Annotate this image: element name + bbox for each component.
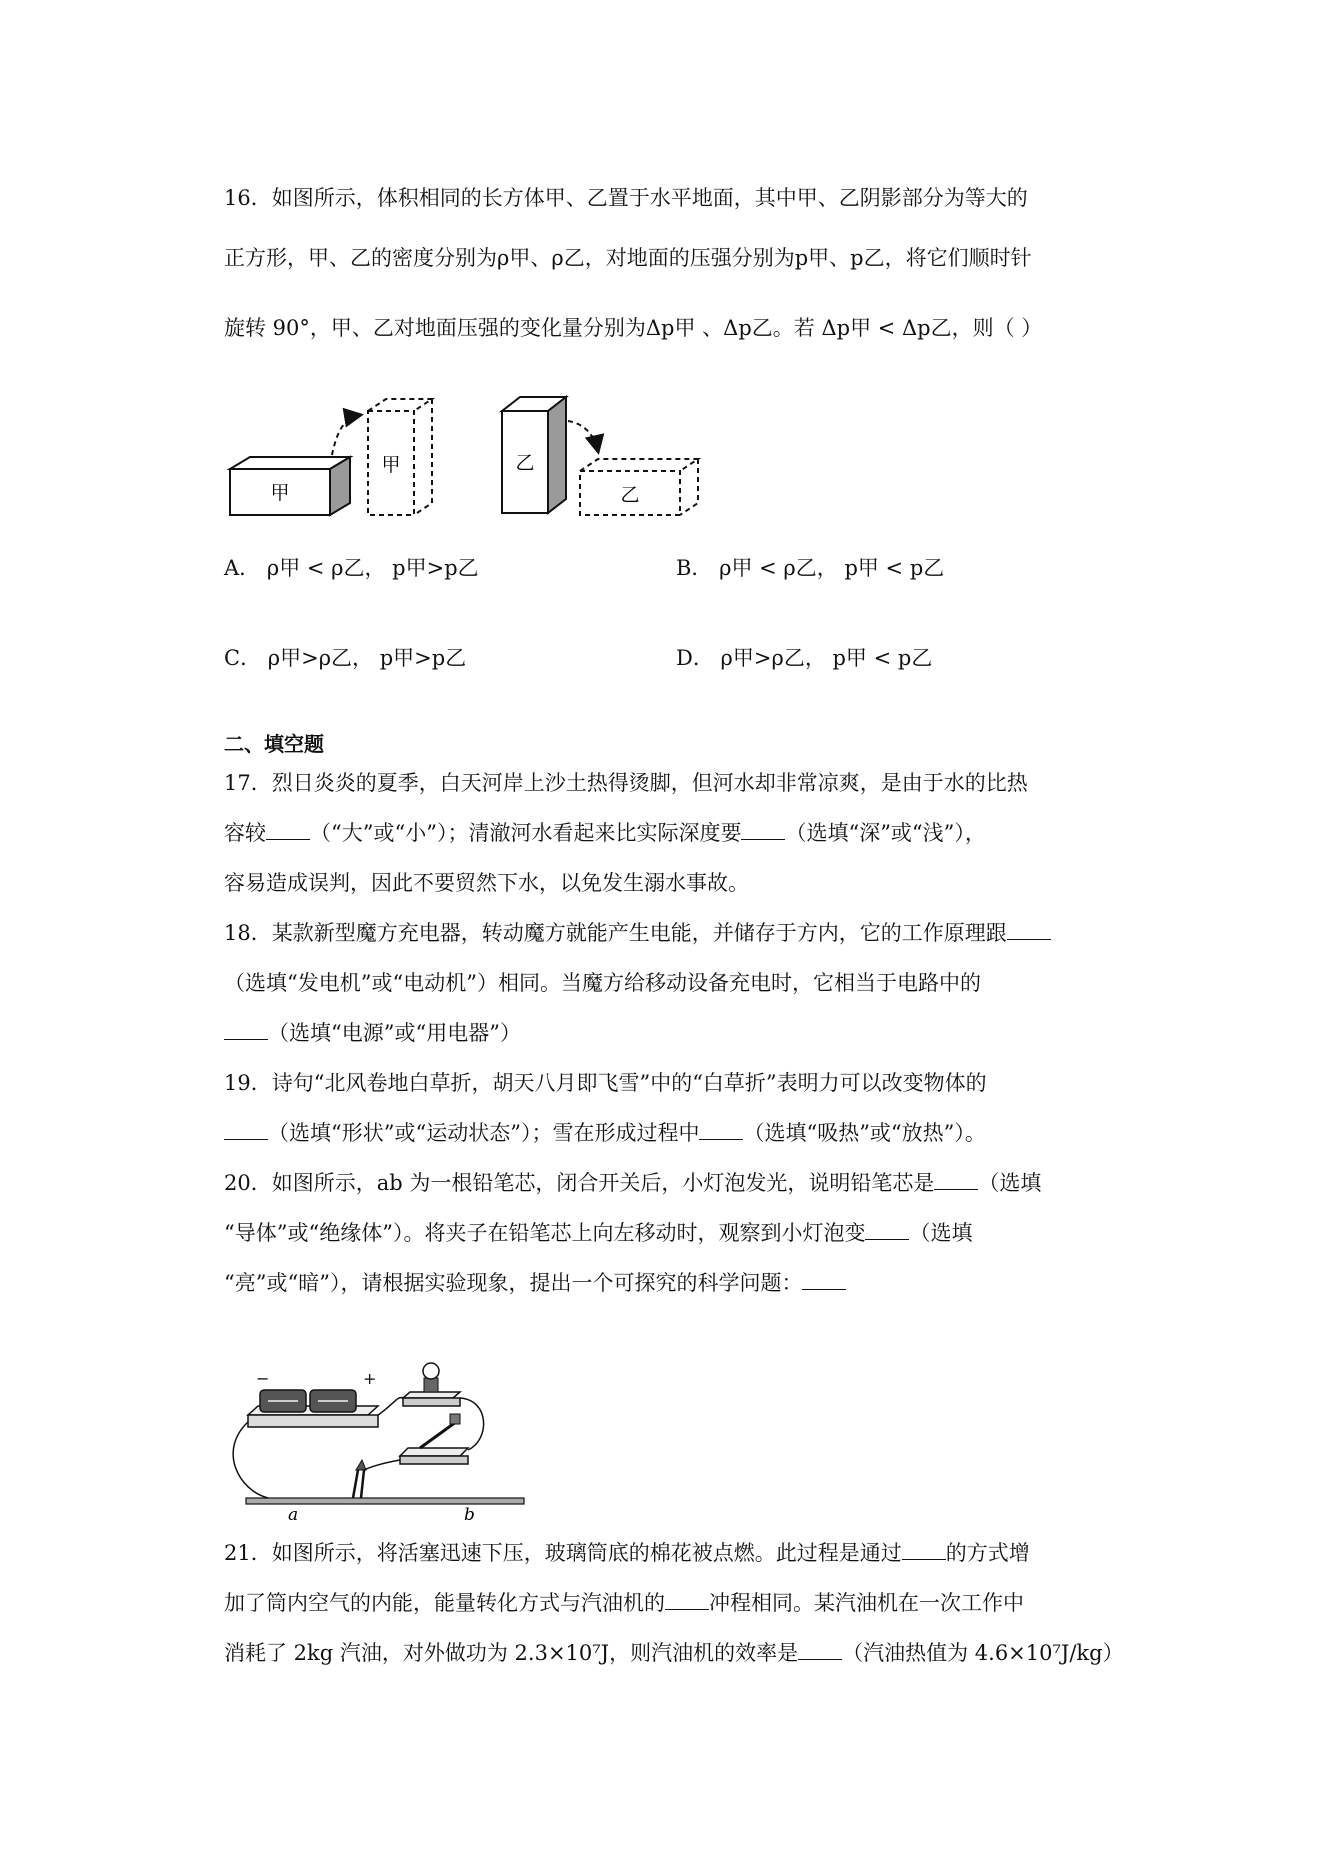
wire	[364, 1460, 400, 1470]
q18-line-3: （选填“电源”或“用电器”）	[224, 1018, 521, 1048]
q16-line-1: 16．如图所示，体积相同的长方体甲、乙置于水平地面，其中甲、乙阴影部分为等大的	[224, 186, 1028, 210]
q19-blank-1[interactable]	[224, 1121, 268, 1140]
block-jia	[230, 457, 350, 515]
label-a: a	[288, 1505, 299, 1520]
q21-line-3: 消耗了 2kg 汽油，对外做功为 2.3×10⁷J，则汽油机的效率是 （汽油热值为 4.6×10⁷J/kg）	[224, 1641, 1124, 1665]
q20-line-2: “导体”或“绝缘体”）。将夹子在铅笔芯上向左移动时，观察到小灯泡变 （选填	[224, 1221, 973, 1245]
q19-line-2: （选填“形状”或“运动状态”）；雪在形成过程中 （选填“吸热”或“放热”）。	[224, 1118, 986, 1148]
q21-blank-2[interactable]	[665, 1591, 709, 1610]
option-a-letter: A．	[224, 556, 261, 580]
q21-blank-3[interactable]	[798, 1641, 842, 1660]
q20-blank-1[interactable]	[934, 1171, 978, 1190]
clip	[353, 1460, 366, 1498]
q17-line-2: 容较 （“大”或“小”）；清澈河水看起来比实际深度要 （选填“深”或“浅”），	[224, 821, 986, 845]
q17-blank-1[interactable]	[266, 821, 310, 840]
q20-line-3: “亮”或“暗”），请根据实验现象，提出一个可探究的科学问题：	[224, 1268, 846, 1298]
battery-holder	[248, 1390, 378, 1427]
option-c-text: ρ甲>ρ乙， p甲>p乙	[267, 646, 467, 670]
label-jia-rotated: 甲	[381, 454, 401, 476]
option-d-text: ρ甲>ρ乙， p甲 < p乙	[720, 646, 933, 670]
q18-blank-1[interactable]	[1007, 921, 1051, 940]
q18-line-1: 18．某款新型魔方充电器，转动魔方就能产生电能，并储存于方内，它的工作原理跟	[224, 918, 1051, 948]
switch	[400, 1414, 468, 1464]
q16-line-3: 旋转 90°，甲、乙对地面压强的变化量分别为Δp甲 、Δp乙。若 Δp甲 < Δp乙，则（ ）	[224, 316, 1043, 340]
label-b: b	[464, 1505, 475, 1520]
q19-line-1: 19．诗句“北风卷地白草折，胡天八月即飞雪”中的“白草折”表明力可以改变物体的	[224, 1071, 987, 1095]
section-title: 二、填空题	[224, 732, 324, 756]
block-yi	[502, 397, 566, 513]
q16-line-2: 正方形，甲、乙的密度分别为ρ甲、ρ乙，对地面的压强分别为p甲、p乙，将它们顺时针	[224, 246, 1032, 270]
q16-figure	[220, 385, 720, 525]
circuit-figure	[228, 1360, 568, 1520]
q21-blank-1[interactable]	[902, 1541, 946, 1560]
option-c[interactable]	[224, 643, 466, 673]
wire	[378, 1397, 403, 1415]
label-jia: 甲	[270, 482, 290, 504]
option-a[interactable]	[224, 553, 479, 583]
label-yi: 乙	[515, 452, 535, 474]
wire	[233, 1422, 268, 1498]
bulb-stand	[403, 1363, 460, 1406]
option-d-letter: D．	[676, 646, 714, 670]
q18-blank-2[interactable]	[224, 1021, 268, 1040]
q20-line-1: 20．如图所示，ab 为一根铅笔芯，闭合开关后，小灯泡发光，说明铅笔芯是 （选填	[224, 1171, 1042, 1195]
q17-blank-2[interactable]	[741, 821, 785, 840]
q18-line-2: （选填“发电机”或“电动机”）相同。当魔方给移动设备充电时，它相当于电路中的	[224, 971, 981, 995]
option-b[interactable]	[676, 553, 944, 583]
q20-blank-3[interactable]	[802, 1271, 846, 1290]
q17-line-1: 17．烈日炎炎的夏季，白天河岸上沙土热得烫脚，但河水却非常凉爽，是由于水的比热	[224, 771, 1028, 795]
q20-blank-2[interactable]	[865, 1221, 909, 1240]
pencil-lead	[246, 1498, 524, 1504]
plus-label: +	[363, 1369, 377, 1388]
q19-blank-2[interactable]	[699, 1121, 743, 1140]
q17-line-3: 容易造成误判，因此不要贸然下水，以免发生溺水事故。	[224, 871, 749, 895]
option-d[interactable]	[676, 643, 932, 673]
q21-line-2: 加了筒内空气的内能，能量转化方式与汽油机的 冲程相同。某汽油机在一次工作中	[224, 1591, 1024, 1615]
option-b-letter: B．	[676, 556, 713, 580]
minus-label: −	[256, 1369, 270, 1388]
option-c-letter: C．	[224, 646, 262, 670]
option-b-text: ρ甲 < ρ乙， p甲 < p乙	[719, 556, 945, 580]
q21-line-1: 21．如图所示，将活塞迅速下压，玻璃筒底的棉花被点燃。此过程是通过 的方式增	[224, 1541, 1030, 1565]
option-a-text: ρ甲 < ρ乙， p甲>p乙	[266, 556, 479, 580]
label-yi-rotated: 乙	[620, 484, 640, 506]
wire	[460, 1398, 484, 1450]
